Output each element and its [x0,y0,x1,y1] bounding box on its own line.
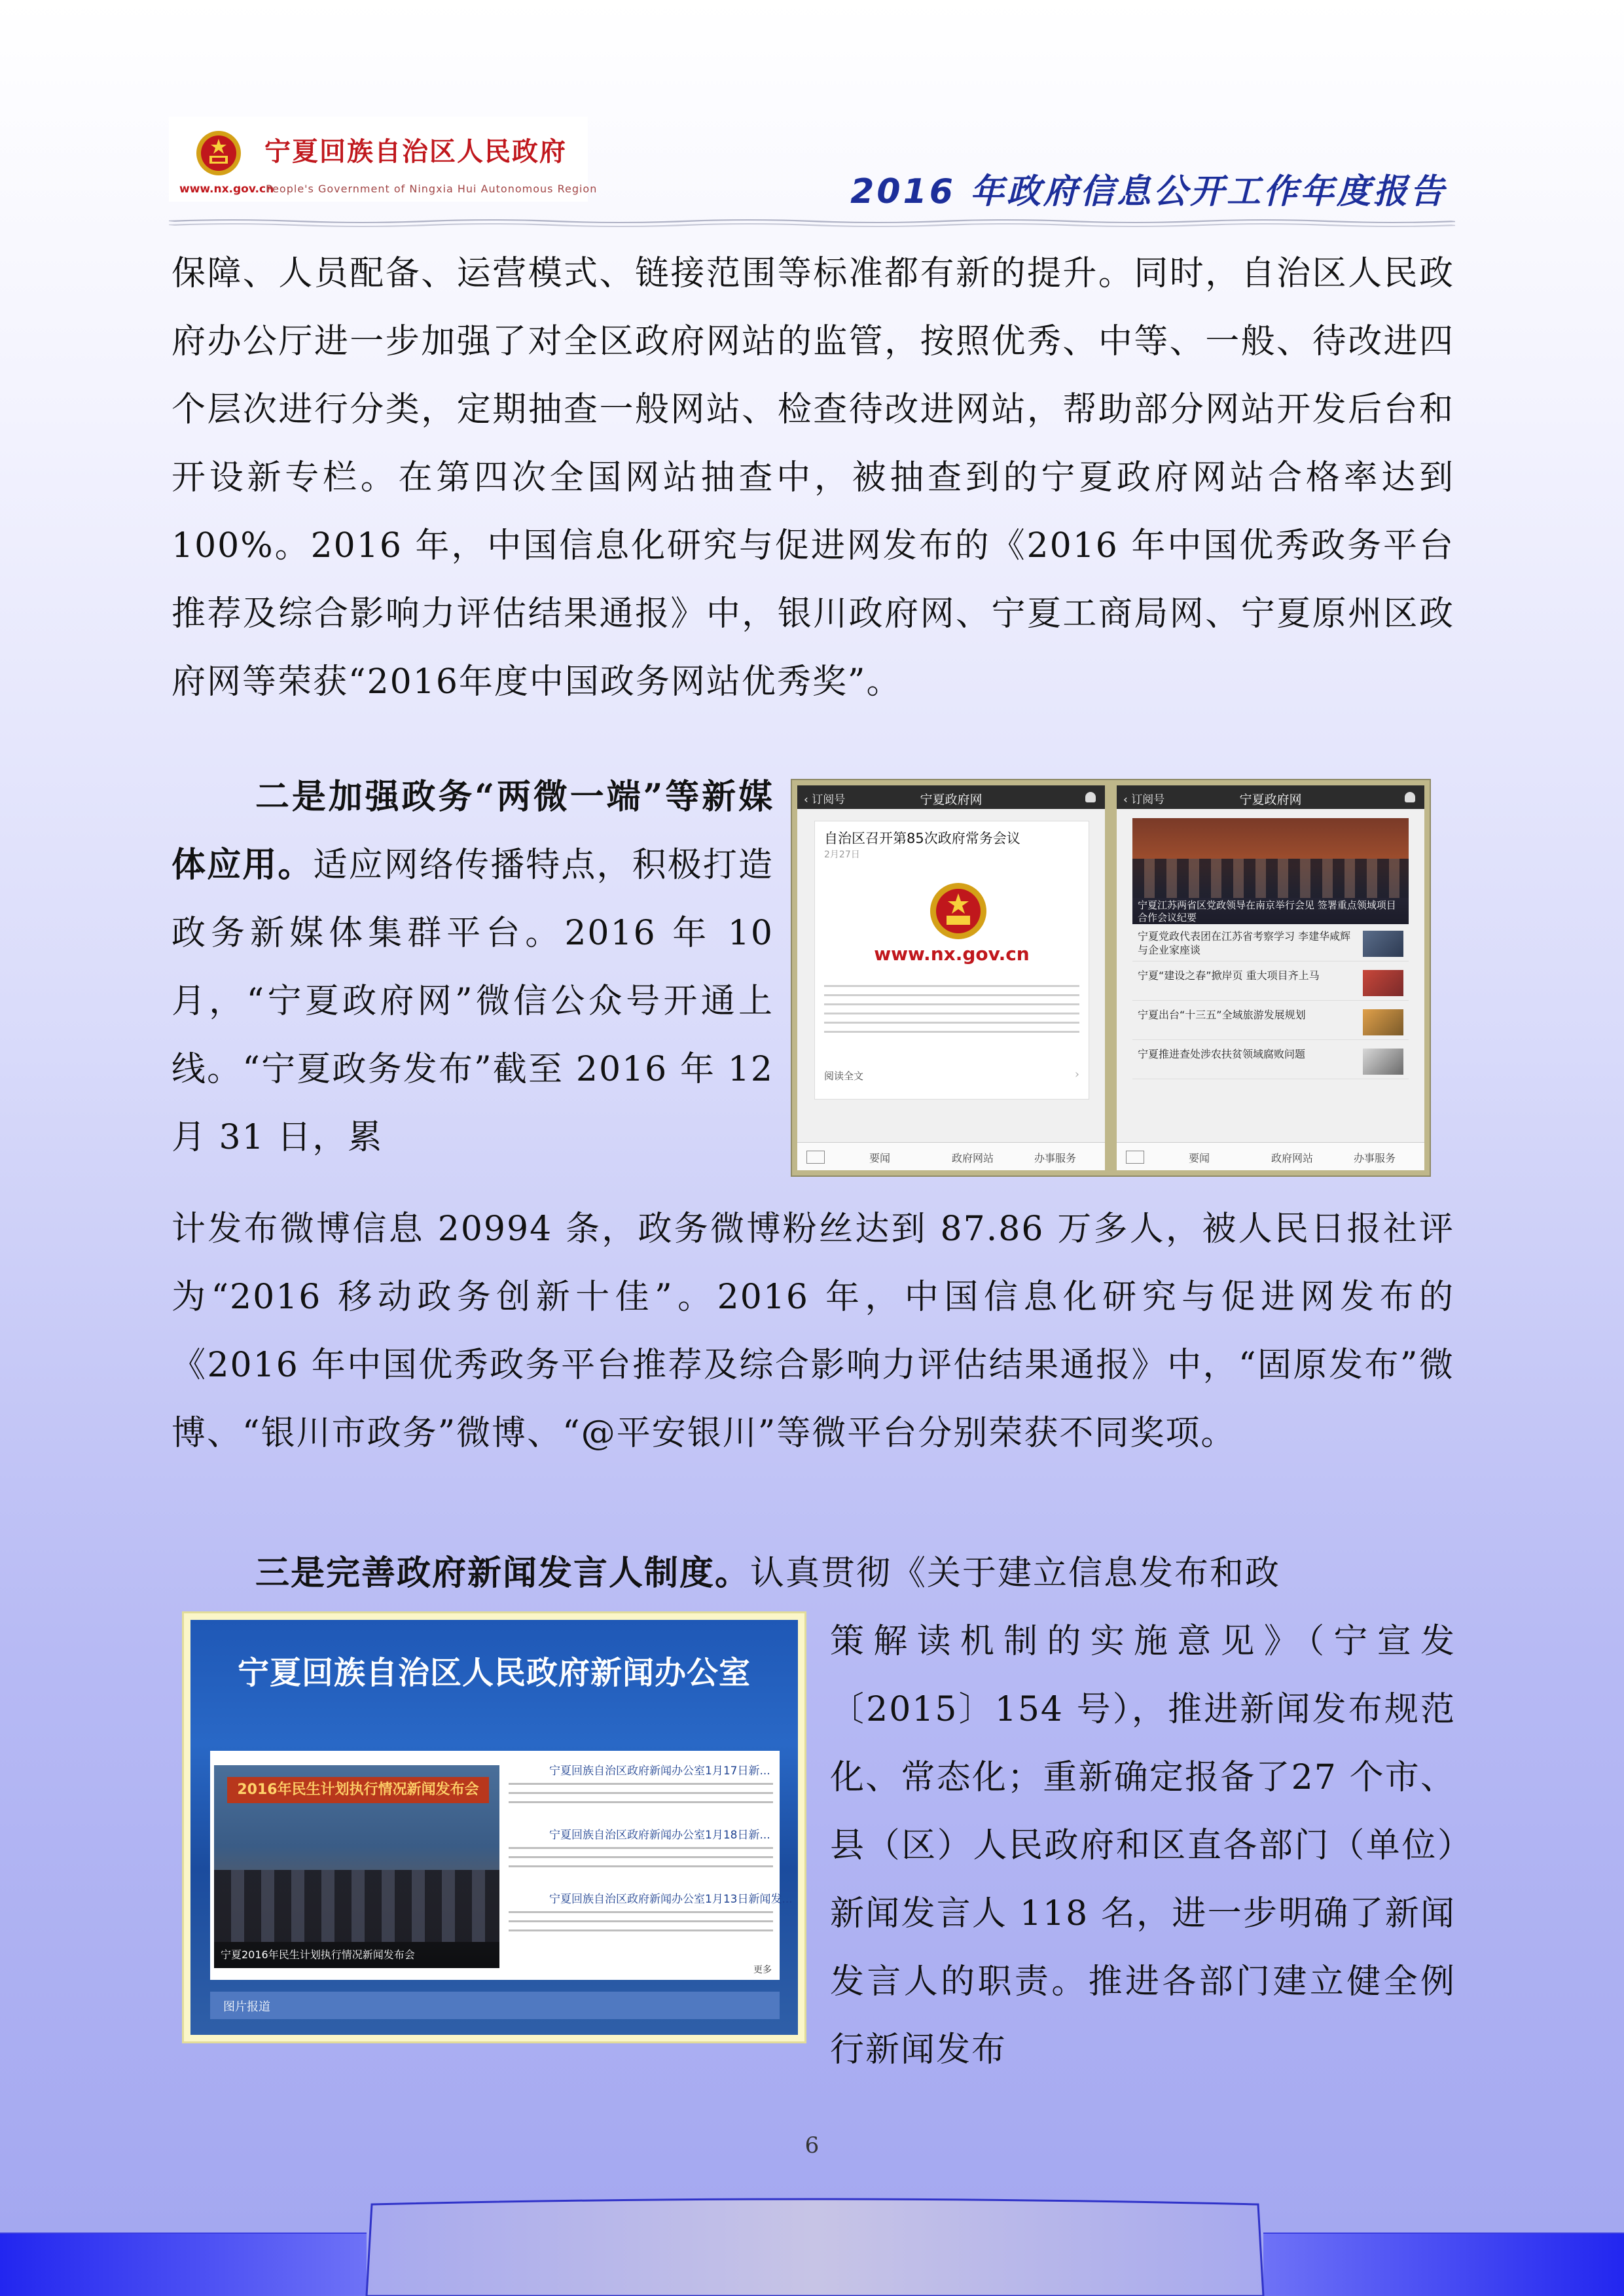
press-release-title: 宁夏回族自治区政府新闻办公室1月13日新闻发... [549,1893,793,1906]
photo-report-label: 图片报道 [223,2000,270,2014]
press-office-figure [182,1611,806,2043]
back-button[interactable]: ‹ 订阅号 [1123,793,1165,806]
footer-decoration [0,2193,1624,2296]
conference-banner: 2016年民生计划执行情况新闻发布会 [227,1777,489,1803]
press-office-webpage [190,1620,798,2035]
news-title: 宁夏“建设之春”掀岸页 重大项目齐上马 [1138,969,1320,982]
news-thumbnail [1363,931,1403,957]
page-number: 6 [804,2132,820,2159]
article-title: 自治区召开第85次政府常务会议 [824,831,1020,846]
paragraph-new-media [171,763,774,1172]
photo-caption: 宁夏2016年民生计划执行情况新闻发布会 [214,1942,499,1968]
report-title: 2016 年政府信息公开工作年度报告 [850,172,1447,211]
heading-spokesperson: 三是完善政府新闻发言人制度。 [255,1553,751,1593]
press-release-summary [509,1911,773,1939]
headline-caption: 宁夏江苏两省区党政领导在南京举行会见 签署重点领域项目合作会议纪要 [1132,898,1409,924]
read-more-link[interactable]: 阅读全文 [824,1070,864,1082]
article-url: www.nx.gov.cn [874,943,1030,965]
press-release-item[interactable] [509,1825,773,1874]
news-item[interactable] [1132,966,1409,1001]
photo-people [214,1870,499,1942]
press-office-title: 宁夏回族自治区人民政府新闻办公室 [237,1655,751,1691]
wechat-screenshots-figure [791,779,1431,1177]
chevron-right-icon: › [1074,1067,1079,1081]
keyboard-icon[interactable] [806,1151,825,1164]
press-release-item[interactable] [509,1761,773,1810]
news-thumbnail [1363,970,1403,996]
headline-photo[interactable] [1132,818,1409,924]
keyboard-icon[interactable] [1126,1151,1144,1164]
wechat-top-bar [1117,785,1424,809]
press-release-summary [509,1783,773,1810]
logo-english-name: People's Government of Ningxia Hui Autonomous Region [266,183,598,195]
header-divider [169,219,1455,228]
back-button[interactable]: ‹ 订阅号 [804,793,846,806]
paragraph-spokesperson-wrapped: 策解读机制的实施意见》（宁宣发〔2015〕154 号），推进新闻发布规范化、常态化；重新确定报备了27 个市、县（区）人民政府和区直各部门（单位）新闻发言人 118 名，进一步明确了新闻发言人的职责。推进各部门建立健全例行新闻发布 [830,1622,1456,2070]
news-thumbnail [1363,1049,1403,1075]
paragraph-new-media-text: 适应网络传播特点，积极打造政务新媒体集群平台。2016 年 10 月，“宁夏政府网”微信公众号开通上线。“宁夏政务发布”截至 2016 年 12 月 31 日，累 [171,846,774,1157]
phone-screen-right [1117,785,1424,1170]
news-title: 宁夏出台“十三五”全域旅游发展规划 [1138,1009,1306,1021]
national-emblem-icon [929,882,988,941]
more-link[interactable]: 更多 [753,1965,772,1975]
logo-url: www.nx.gov.cn [179,183,274,196]
nav-item-news[interactable]: 要闻 [1189,1152,1210,1164]
nav-item-services[interactable]: 办事服务 [1354,1152,1396,1164]
nav-item-services[interactable]: 办事服务 [1034,1152,1077,1164]
press-release-title: 宁夏回族自治区政府新闻办公室1月18日新... [549,1829,770,1842]
article-card[interactable] [814,821,1089,1100]
government-logo[interactable] [169,117,598,202]
press-release-title: 宁夏回族自治区政府新闻办公室1月17日新... [549,1765,770,1778]
user-icon[interactable] [1085,792,1096,802]
press-conference-photo[interactable] [214,1765,499,1968]
news-item[interactable] [1132,1045,1409,1079]
article-summary-text [824,985,1079,1039]
photo-people [1132,859,1409,898]
news-item[interactable] [1132,927,1409,961]
news-item[interactable] [1132,1005,1409,1040]
paragraph-new-media-continued: 计发布微博信息 20994 条，政务微博粉丝达到 87.86 万多人，被人民日报社评为“2016 移动政务创新十佳”。2016 年，中国信息化研究与促进网发布的《2016 年中国优秀政务平台推荐及综合影响力评估结果通报》中，“固原发布”微博、“银川市政务”微博、“@平安银川”等微平台分别荣获不同奖项。 [171,1210,1454,1453]
paragraph-spokesperson [171,1539,1454,1607]
paragraph-website-supervision: 保障、人员配备、运营模式、链接范围等标准都有新的提升。同时，自治区人民政府办公厅进一步加强了对全区政府网站的监管，按照优秀、中等、一般、待改进四个层次进行分类，定期抽查一般网站、检查待改进网站，帮助部分网站开发后台和开设新专栏。在第四次全国网站抽查中，被抽查到的宁夏政府网站合格率达到 100%。2016 年，中国信息化研究与促进网发布的《2016 年中国优秀政务平台推荐及综合影响力评估结果通报》中，银川政府网、宁夏工商局网、宁夏原州区政府网等荣获“2016年度中国政务网站优秀奖”。 [171,254,1454,702]
logo-chinese-name: 宁夏回族自治区人民政府 [264,137,567,167]
user-icon[interactable] [1405,792,1415,802]
news-thumbnail [1363,1009,1403,1035]
press-release-summary [509,1847,773,1874]
heading-new-media: 二是加强政务“两微一端”等新媒体应用。 [171,777,774,885]
press-release-item[interactable] [509,1890,793,1939]
nav-item-gov-website[interactable]: 政府网站 [1271,1152,1314,1164]
account-name: 宁夏政府网 [1239,793,1302,807]
nav-item-gov-website[interactable]: 政府网站 [952,1152,994,1164]
back-label: 订阅号 [812,793,846,806]
wechat-top-bar [797,785,1105,809]
account-name: 宁夏政府网 [920,793,983,807]
wechat-bottom-nav [1117,1142,1424,1170]
photo-report-bar[interactable] [210,1992,780,2019]
news-title: 宁夏党政代表团在江苏省考察学习 李建华咸辉与企业家座谈 [1138,930,1351,956]
phone-screen-left [797,785,1105,1170]
nav-item-news[interactable]: 要闻 [869,1152,891,1164]
national-emblem-icon [195,130,242,177]
wechat-bottom-nav [797,1142,1105,1170]
news-title: 宁夏推进查处涉农扶贫领域腐败问题 [1138,1048,1306,1060]
news-panel [210,1751,793,1980]
back-label: 订阅号 [1131,793,1165,806]
article-date: 2月27日 [824,850,860,860]
paragraph-spokesperson-first-line: 认真贯彻《关于建立信息发布和政 [750,1554,1281,1593]
